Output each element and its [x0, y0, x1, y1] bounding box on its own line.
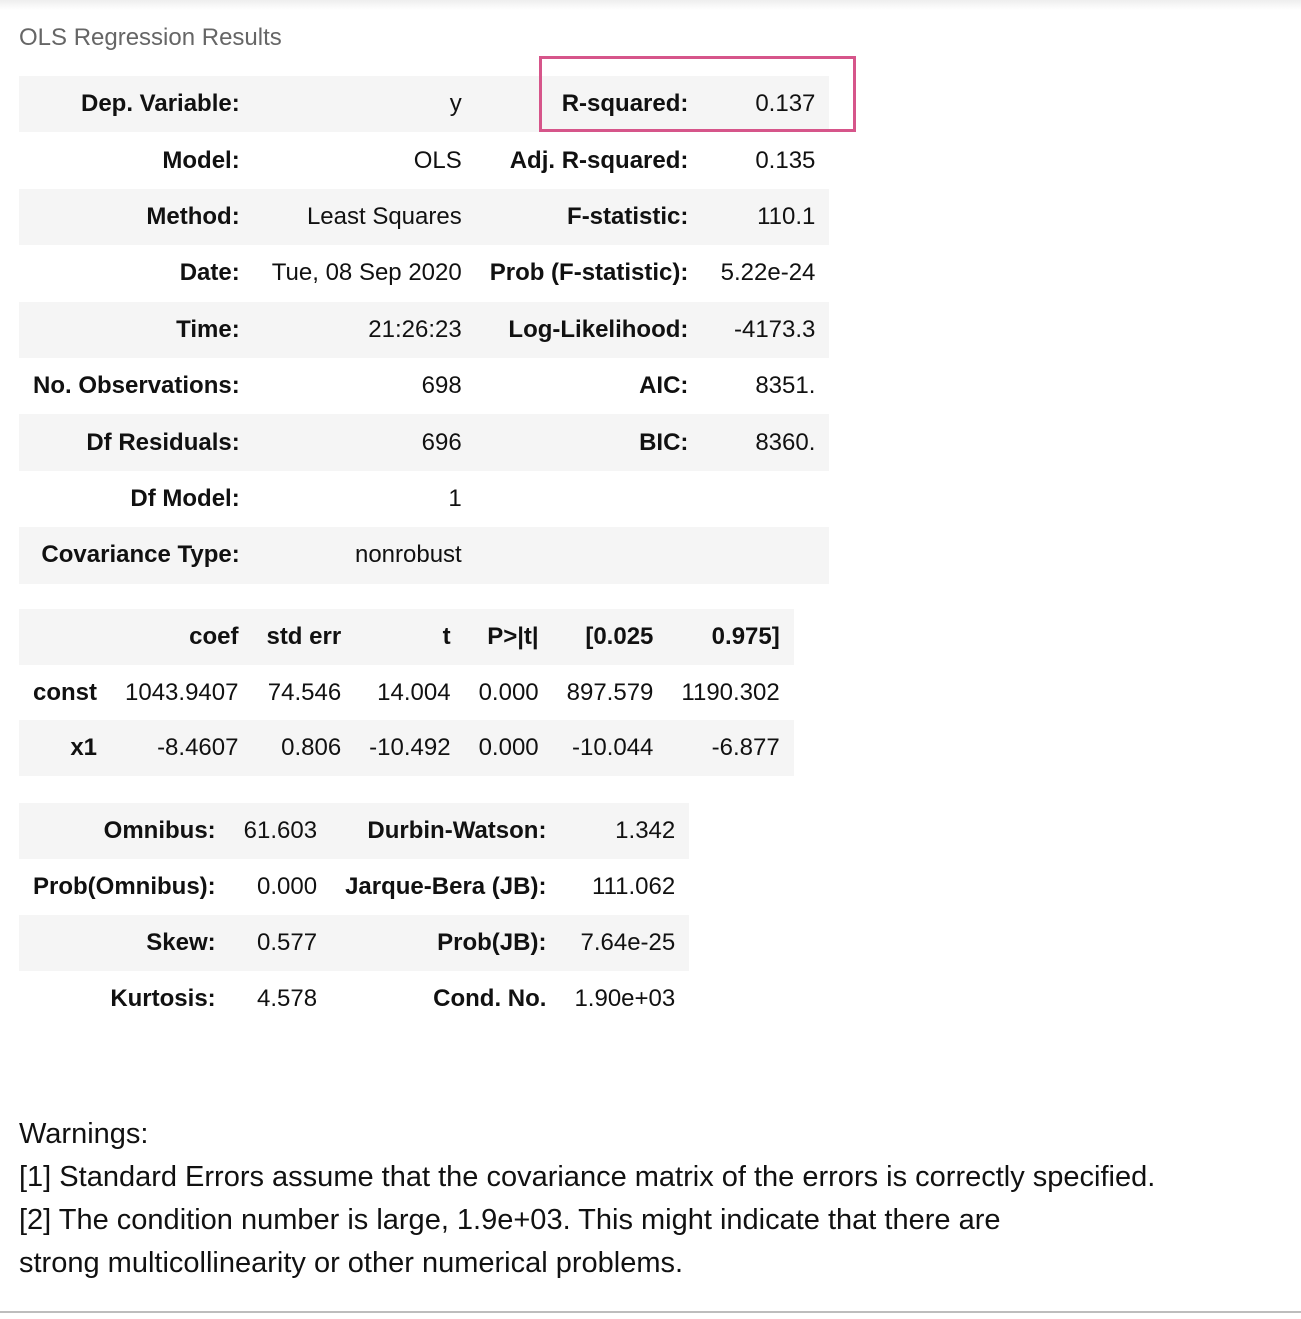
- coef-cell: -10.044: [553, 720, 668, 776]
- summary-value: [702, 527, 829, 583]
- table-row: [19, 189, 829, 245]
- summary-key: [476, 527, 703, 583]
- coef-cell: -6.877: [667, 720, 793, 776]
- diag-key: Skew:: [19, 915, 230, 971]
- diag-value: 111.062: [592, 873, 676, 900]
- summary-key: R-squared:: [476, 76, 703, 132]
- table-row: [19, 915, 689, 971]
- coef-row-name: x1: [19, 720, 111, 776]
- table-row: [19, 302, 829, 358]
- summary-key: Method:: [19, 189, 254, 245]
- summary-value: 1: [448, 484, 462, 512]
- summary-key: Date:: [179, 259, 240, 287]
- coef-cell: 1190.302: [681, 678, 780, 706]
- diag-key: Durbin-Watson:: [331, 803, 560, 859]
- summary-value: -4173.3: [702, 302, 829, 358]
- summary-value: OLS: [413, 146, 462, 174]
- coef-header: [0.025: [553, 609, 668, 665]
- warnings-heading: Warnings:: [19, 1118, 149, 1150]
- summary-key: F-statistic:: [476, 189, 703, 245]
- bottom-divider: [0, 1311, 1301, 1313]
- summary-value: 696: [254, 414, 476, 470]
- summary-key: Covariance Type:: [19, 527, 254, 583]
- coef-cell: -10.492: [355, 720, 464, 776]
- diag-value: 4.578: [257, 985, 318, 1012]
- warnings-block: [19, 1113, 1155, 1285]
- coef-header-blank: [19, 609, 111, 665]
- summary-value: 5.22e-24: [720, 259, 816, 287]
- summary-key: No. Observations:: [33, 372, 240, 400]
- diag-value: 1.342: [560, 803, 689, 859]
- diag-key: Prob(Omnibus):: [33, 873, 216, 900]
- table-row: [19, 859, 689, 915]
- table-row: [19, 720, 794, 776]
- coef-cell: 897.579: [566, 678, 654, 706]
- diag-value: 0.000: [257, 873, 318, 900]
- summary-key: Df Model:: [130, 484, 240, 512]
- summary-value: 0.135: [755, 146, 816, 174]
- table-caption: OLS Regression Results: [19, 24, 282, 51]
- diag-key: Cond. No.: [433, 985, 547, 1012]
- summary-value: Least Squares: [254, 189, 476, 245]
- summary-key: Model:: [162, 146, 240, 174]
- warning-line: [2] The condition number is large, 1.9e+03. This might indicate that there are: [19, 1204, 1001, 1236]
- summary-value: 21:26:23: [254, 302, 476, 358]
- table-row: [19, 132, 829, 188]
- summary-value: Tue, 08 Sep 2020: [271, 259, 462, 287]
- summary-value: y: [254, 76, 476, 132]
- summary-key: Df Residuals:: [19, 414, 254, 470]
- summary-table: [19, 76, 829, 584]
- warning-line: [1] Standard Errors assume that the covariance matrix of the errors is correctly specified.: [19, 1161, 1156, 1193]
- diag-key: Prob(JB):: [331, 915, 560, 971]
- warning-line: strong multicollinearity or other numerical problems.: [19, 1247, 684, 1279]
- table-row: [19, 471, 829, 527]
- summary-key: [476, 471, 703, 527]
- summary-value: [702, 471, 829, 527]
- table-row: [19, 803, 689, 859]
- diag-key: Kurtosis:: [110, 985, 216, 1012]
- coef-header: coef: [111, 609, 252, 665]
- table-row: [19, 665, 794, 721]
- coef-cell: 0.806: [252, 720, 355, 776]
- table-row: [19, 358, 829, 414]
- table-row: [19, 527, 829, 583]
- table-row: [19, 414, 829, 470]
- table-row: [19, 971, 689, 1027]
- coef-cell: 0.000: [465, 720, 553, 776]
- coef-cell: 74.546: [267, 678, 342, 706]
- summary-key: Prob (F-statistic):: [489, 259, 689, 287]
- top-shadow: [0, 0, 1301, 10]
- summary-value: nonrobust: [254, 527, 476, 583]
- coef-row-name: const: [33, 678, 98, 706]
- summary-value: 0.137: [702, 76, 829, 132]
- summary-value: 698: [421, 372, 462, 400]
- coef-header: P>|t|: [465, 609, 553, 665]
- coefficient-table: [19, 609, 794, 776]
- diag-value: 1.90e+03: [574, 985, 676, 1012]
- table-row: [19, 245, 829, 301]
- coef-cell: 0.000: [478, 678, 539, 706]
- coef-cell: -8.4607: [111, 720, 252, 776]
- table-header-row: [19, 609, 794, 665]
- coef-cell: 14.004: [377, 678, 451, 706]
- summary-value: 110.1: [702, 189, 829, 245]
- diag-value: 7.64e-25: [560, 915, 689, 971]
- coef-header: 0.975]: [667, 609, 793, 665]
- coef-header: std err: [252, 609, 355, 665]
- diagnostics-table: [19, 803, 689, 1027]
- table-row: [19, 76, 829, 132]
- summary-key: Log-Likelihood:: [476, 302, 703, 358]
- coef-header: t: [355, 609, 464, 665]
- summary-key: Adj. R-squared:: [509, 146, 689, 174]
- summary-key: Dep. Variable:: [19, 76, 254, 132]
- summary-value: 8360.: [702, 414, 829, 470]
- summary-key: AIC:: [639, 372, 689, 400]
- summary-key: Time:: [19, 302, 254, 358]
- summary-value: 8351.: [755, 372, 816, 400]
- coef-cell: 1043.9407: [125, 678, 239, 706]
- diag-key: Jarque-Bera (JB):: [345, 873, 547, 900]
- diag-key: Omnibus:: [19, 803, 230, 859]
- summary-key: BIC:: [476, 414, 703, 470]
- diag-value: 0.577: [230, 915, 331, 971]
- diag-value: 61.603: [230, 803, 331, 859]
